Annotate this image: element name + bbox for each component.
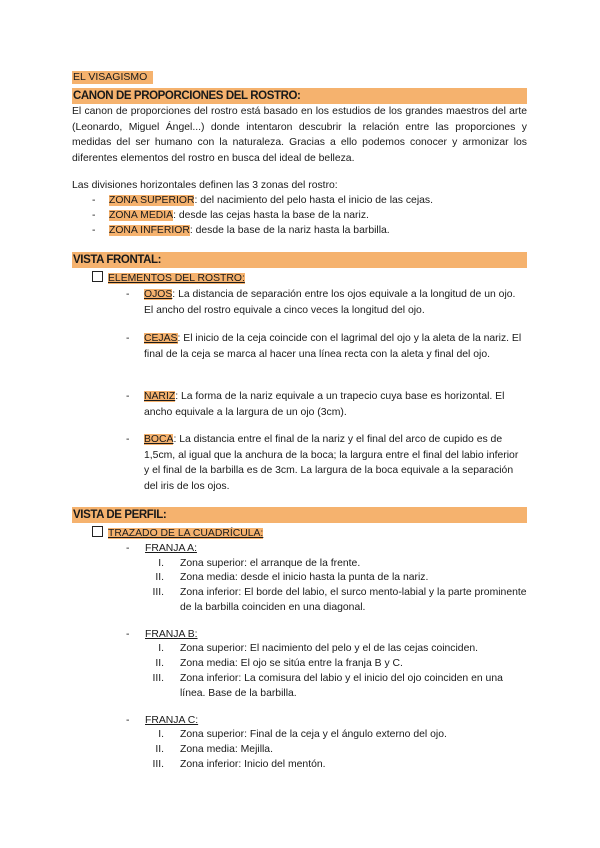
franja-zone bbox=[150, 742, 530, 757]
franja-zone bbox=[150, 727, 530, 742]
zone-item: - ZONA SUPERIOR: del nacimiento del pelo hasta el inicio de las cejas. bbox=[92, 195, 434, 206]
section-label: TRAZADO DE LA CUADRÍCULA: bbox=[108, 528, 264, 539]
franja-zone bbox=[150, 671, 530, 701]
zone-text: Zona inferior: El borde del labio, el surco mento-labial y la parte prominente de la barbilla coinciden en una diagonal. bbox=[180, 587, 527, 613]
cuadricula-section bbox=[92, 526, 263, 541]
element-item-nariz: - NARIZ: La forma de la nariz equivale a un trapecio cuya base es horizontal. El ancho equivale a la largura de un ojo (3cm). bbox=[126, 391, 505, 418]
zone-label: ZONA MEDIA bbox=[109, 210, 174, 221]
franja-zone bbox=[150, 656, 530, 671]
zone-item: - ZONA INFERIOR: desde la base de la nariz hasta la barbilla. bbox=[92, 225, 390, 236]
zone-text: Zona inferior: La comisura del labio y el inicio del ojo coinciden en una línea. Base de la barbilla. bbox=[180, 673, 503, 699]
franja-label: FRANJA B: bbox=[145, 629, 198, 640]
element-item-boca: - BOCA: La distancia entre el final de la nariz y el final del arco de cupido es de 1,5cm, al igual que la anchura de la boca; la largura entre el final del labio inferior y el final de la barbilla es de 3cm. La largura de la boca equivale a la separación del iris de los ojos. bbox=[126, 434, 519, 492]
element-text: : La distancia entre el final de la nariz y el final del arco de cupido es de 1,5cm, al igual que la anchura de la boca; la largura entre el final del labio inferior y el final de la barbilla es de 3cm. La largura de la boca equivale a la separación del iris de los ojos. bbox=[144, 434, 519, 492]
zone-label: ZONA SUPERIOR bbox=[109, 195, 195, 206]
franja-label: FRANJA A: bbox=[145, 543, 197, 554]
zone-text: : del nacimiento del pelo hasta el inicio de las cejas. bbox=[194, 195, 434, 206]
zone-label: ZONA INFERIOR bbox=[109, 225, 190, 236]
zone-text: Zona media: Mejilla. bbox=[180, 744, 273, 755]
zone-text: Zona superior: El nacimiento del pelo y el de las cejas coinciden. bbox=[180, 643, 479, 654]
zone-text: Zona media: El ojo se sitúa entre la franja B y C. bbox=[180, 658, 403, 669]
franja-a: - FRANJA A: bbox=[126, 543, 197, 554]
zone-item: - ZONA MEDIA: desde las cejas hasta la base de la nariz. bbox=[92, 210, 369, 221]
zone-text: Zona media: desde el inicio hasta la punta de la nariz. bbox=[180, 572, 429, 583]
divisions-intro: Las divisiones horizontales definen las 3 zonas del rostro: bbox=[72, 180, 338, 191]
zone-text: Zona inferior: Inicio del mentón. bbox=[180, 759, 326, 770]
franja-c: - FRANJA C: bbox=[126, 715, 199, 726]
element-label: NARIZ bbox=[144, 391, 176, 402]
element-text: : La forma de la nariz equivale a un trapecio cuya base es horizontal. El ancho equivale a la largura de un ojo (3cm). bbox=[144, 391, 505, 418]
zone-number: II. bbox=[155, 572, 164, 583]
canon-paragraph: El canon de proporciones del rostro está basado en los estudios de los grandes maestros del arte (Leonardo, Miguel Ángel...) donde intentaron descubrir la relación entre las proporciones y medidas del ser humano con la naturaleza. Gracias a ello podemos conocer y armonizar los diferentes elementos del rostro en busca del ideal de belleza. bbox=[72, 106, 527, 164]
frontal-heading: VISTA FRONTAL: bbox=[72, 252, 527, 268]
zone-number: III. bbox=[152, 673, 164, 684]
checkbox-icon bbox=[92, 271, 103, 282]
zone-text: : desde las cejas hasta la base de la nariz. bbox=[173, 210, 369, 221]
elementos-section bbox=[92, 271, 245, 286]
zone-number: I. bbox=[158, 643, 164, 654]
zone-text: Zona superior: Final de la ceja y el ángulo externo del ojo. bbox=[180, 729, 447, 740]
franja-label: FRANJA C: bbox=[145, 715, 199, 726]
franja-zone bbox=[150, 641, 530, 656]
element-item-ojos: - OJOS: La distancia de separación entre los ojos equivale a la longitud de un ojo. El ancho del rostro equivale a cinco veces la longitud del ojo. bbox=[126, 289, 516, 316]
zone-number: II. bbox=[155, 744, 164, 755]
zone-number: I. bbox=[158, 558, 164, 569]
franja-zone bbox=[150, 570, 530, 585]
element-item-cejas: - CEJAS: El inicio de la ceja coincide con el lagrimal del ojo y la aleta de la nariz. El final de la ceja se marca al hacer una línea recta con la aleta y final del ojo. bbox=[126, 333, 522, 360]
franja-b: - FRANJA B: bbox=[126, 629, 198, 640]
zone-number: III. bbox=[152, 759, 164, 770]
document-title: EL VISAGISMO bbox=[72, 71, 153, 84]
canon-heading: CANON DE PROPORCIONES DEL ROSTRO: bbox=[72, 88, 527, 104]
zone-number: II. bbox=[155, 658, 164, 669]
zone-text: : desde la base de la nariz hasta la barbilla. bbox=[189, 225, 390, 236]
element-label: BOCA bbox=[144, 434, 174, 445]
element-text: : La distancia de separación entre los ojos equivale a la longitud de un ojo. El ancho del rostro equivale a cinco veces la longitud del ojo. bbox=[144, 289, 516, 316]
perfil-heading: VISTA DE PERFIL: bbox=[72, 507, 527, 523]
section-label: ELEMENTOS DEL ROSTRO: bbox=[108, 273, 245, 284]
zone-number: III. bbox=[152, 587, 164, 598]
franja-zone bbox=[150, 757, 530, 772]
zone-number: I. bbox=[158, 729, 164, 740]
element-label: OJOS bbox=[144, 289, 173, 300]
element-label: CEJAS bbox=[144, 333, 178, 344]
element-text: : El inicio de la ceja coincide con el lagrimal del ojo y la aleta de la nariz. El final de la ceja se marca al hacer una línea recta con la aleta y final del ojo. bbox=[144, 333, 522, 360]
franja-zone bbox=[150, 556, 530, 571]
checkbox-icon bbox=[92, 526, 103, 537]
zone-text: Zona superior: el arranque de la frente. bbox=[180, 558, 361, 569]
franja-zone bbox=[150, 585, 530, 615]
